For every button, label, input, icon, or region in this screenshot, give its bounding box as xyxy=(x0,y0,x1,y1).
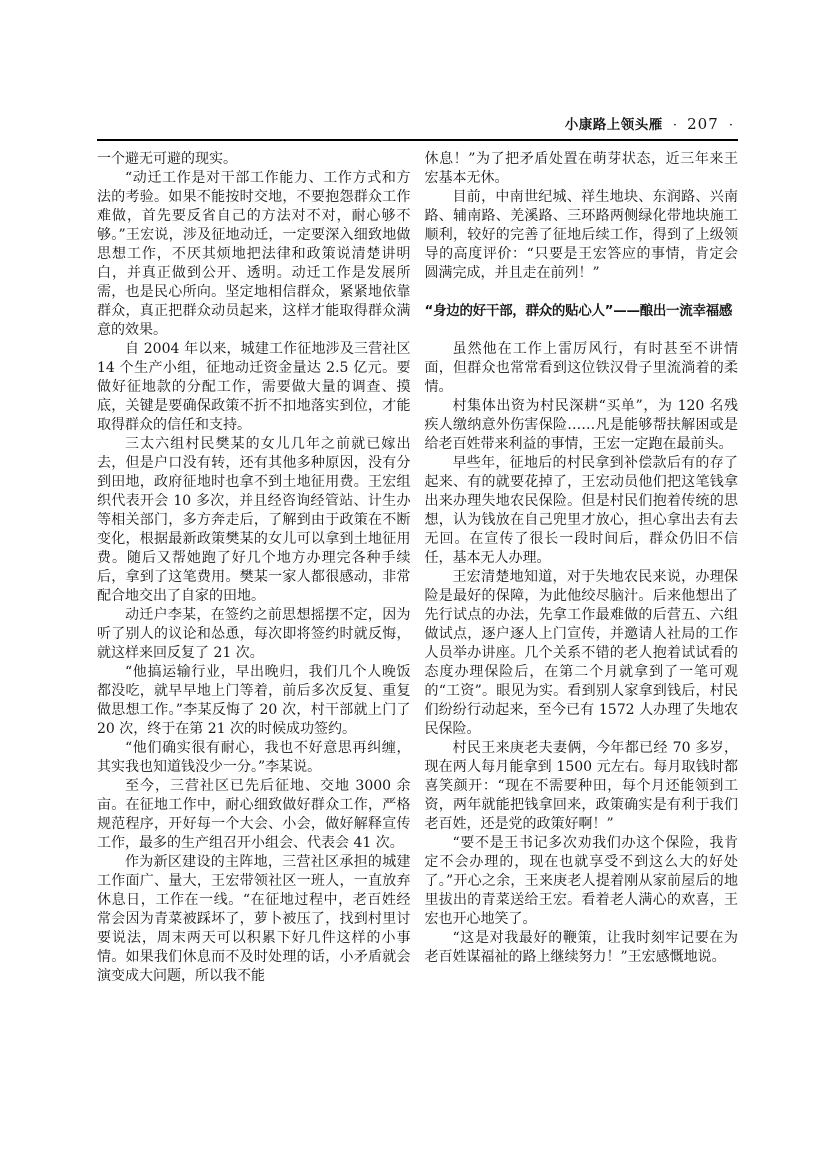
paragraph: 作为新区建设的主阵地，三营社区承担的城建工作面广、量大，王宏带领社区一班人，一直放弃休息日，工作在一线。“在征地过程中，老百姓经常会因为青菜被踩坏了，萝卜被压了，找到村里讨要说法，周末两天可以积累下好几件这样的小事情。如果我们休息而不及时处理的话，小矛盾就会演变成大问题，所以我不能 xyxy=(97,854,411,984)
header-rule xyxy=(97,139,738,141)
page-number: 207 xyxy=(687,115,719,133)
paragraph: 动迁户李某，在签约之前思想摇摆不定，因为听了别人的议论和怂恿，每次即将签约时就反悔，就这样来回反复了 21 次。 xyxy=(97,607,411,661)
paragraph: 王宏清楚地知道，对于失地农民来说，办理保险是最好的保障，为此他绞尽脑汁。后来他想出了先行试点的办法，先拿工作最难做的后营五、六组做试点，逐户逐人上门宣传，并邀请人社局的工作人员举办讲座。几个关系不错的老人抱着试试看的态度办理保险后，在第二个月就拿到了一笔可观的“工资”。眼见为实。看到别人家拿到钱后，村民们纷纷行动起来，至今已有 1572 人办理了失地农民保险。 xyxy=(424,569,738,737)
paragraph: “要不是王书记多次劝我们办这个保险，我肯定不会办理的，现在也就享受不到这么大的好处了。”开心之余，王来庚老人提着刚从家前屋后的地里拔出的青菜送给王宏。看着老人满心的欢喜，王宏也开心地笑了。 xyxy=(424,835,738,927)
separator-dot: · xyxy=(672,118,678,133)
separator-dot: · xyxy=(728,118,733,133)
paragraph: 休息！”为了把矛盾处置在萌芽状态，近三年来王宏基本无休。 xyxy=(424,151,738,186)
book-title: 小康路上领头雁 xyxy=(564,117,663,133)
paragraph: 早些年，征地后的村民拿到补偿款后有的存了起来、有的就要花掉了，王宏动员他们把这笔钱拿出来办理失地农民保险。但是村民们抱着传统的思想，认为钱放在自己兜里才放心，担心拿出去有去无回。在宣传了很长一段时间后，群众仍旧不信任，基本无人办理。 xyxy=(424,455,738,566)
paragraph: 村集体出资为村民深耕“买单”，为 120 名残疾人缴纳意外伤害保险……凡是能够帮扶解困或是给老百姓带来利益的事情，王宏一定跑在最前头。 xyxy=(424,398,738,452)
paragraph: 三太六组村民樊某的女儿几年之前就已嫁出去，但是户口没有转，还有其他多种原因，没有分到田地，政府征地时也拿不到土地征用费。王宏组织代表开会 10 多次，并且经咨询经管站、计生办等相关部门，多方奔走后，了解到由于政策在不断变化，根据最新政策樊某的女儿可以拿到土地征用费。随后又帮她跑了好几个地方办理完各种手续后，拿到了这笔费用。樊某一家人都很感动，非常配合地交出了自家的田地。 xyxy=(97,436,411,604)
paragraph: 目前，中南世纪城、祥生地块、东润路、兴南路、辅南路、羌溪路、三环路两侧绿化带地块施工顺利，较好的完善了征地后续工作，得到了上级领导的高度评价：“只要是王宏答应的事情，肯定会圆满完成，并且走在前列！” xyxy=(424,189,738,281)
section-heading: “身边的好干部，群众的贴心人”——酿出一流幸福感 xyxy=(424,303,733,319)
right-column xyxy=(425,150,739,986)
paragraph: “这是对我最好的鞭策，让我时刻牢记要在为老百姓谋福祉的路上继续努力！”王宏感慨地说。 xyxy=(424,930,738,965)
paragraph: “他搞运输行业，早出晚归，我们几个人晚饭都没吃，就早早地上门等着，前后多次反复、重复做思想工作。”李某反悔了 20 次，村干部就上门了 20 次，终于在第 21 次的时候成功签约。 xyxy=(97,664,411,737)
paragraph: 虽然他在工作上雷厉风行，有时甚至不讲情面，但群众也常常看到这位铁汉骨子里流淌着的柔情。 xyxy=(424,341,738,395)
paragraph: “他们确实很有耐心，我也不好意思再纠缠，其实我也知道钱没少一分。”李某说。 xyxy=(97,740,411,775)
running-head xyxy=(97,114,738,136)
paragraph: 至今，三营社区已先后征地、交地 3000 余亩。在征地工作中，耐心细致做好群众工作，严格规范程序，开好每一个大会、小会，做好解释宣传工作，最多的生产组召开小组会、代表会 41 次。 xyxy=(97,778,411,851)
text-columns xyxy=(97,150,738,986)
paragraph: 一个避无可避的现实。 xyxy=(97,151,237,167)
left-column xyxy=(97,150,411,986)
paragraph: 自 2004 年以来，城建工作征地涉及三营社区 14 个生产小组，征地动迁资金量达 2.5 亿元。要做好征地款的分配工作，需要做大量的调查、摸底，关键是要确保政策不折不扣地落实到位，才能取得群众的信任和支持。 xyxy=(97,341,411,433)
paragraph: “动迁工作是对干部工作能力、工作方式和方法的考验。如果不能按时交地，不要抱怨群众工作难做，首先要反省自己的方法对不对，耐心够不够。”王宏说，涉及征地动迁，一定要深入细致地做思想工作，不厌其烦地把法律和政策说清楚讲明白，并真正做到公开、透明。动迁工作是发展所需，也是民心所向。坚定地相信群众，紧紧地依靠群众，真正把群众动员起来，这样才能取得群众满意的效果。 xyxy=(97,170,411,338)
paragraph: 村民王来庚老夫妻俩，今年都已经 70 多岁，现在两人每月能拿到 1500 元左右。每月取钱时都喜笑颜开：“现在不需要种田，每个月还能领到工资，两年就能把钱拿回来，政策确实是有利于我们老百姓，还是党的政策好啊！” xyxy=(424,740,738,832)
